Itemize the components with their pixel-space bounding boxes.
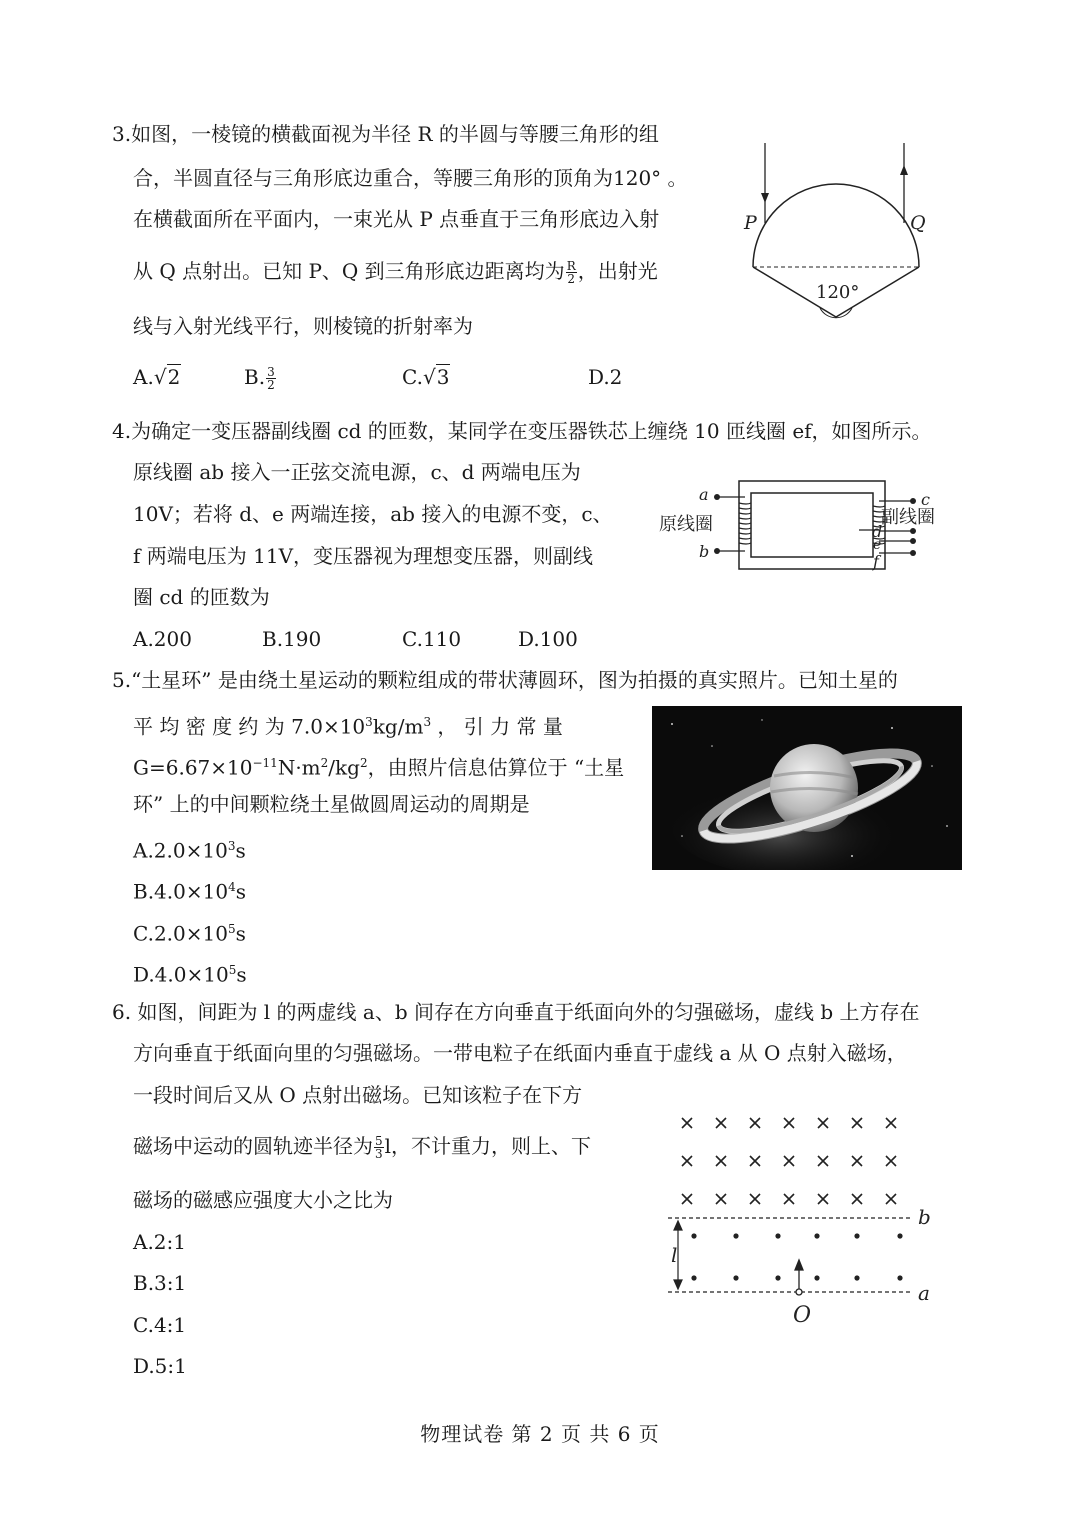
superscript: 4 — [228, 880, 236, 894]
prism-figure — [740, 135, 940, 335]
q3-option-c — [402, 364, 450, 390]
q3-line-4-tail: ，出射光 — [577, 259, 658, 283]
terminal-e — [910, 538, 916, 544]
q6-line-3: 一段时间后又从 O 点射出磁场。已知该粒子在下方 — [133, 1083, 583, 1107]
particle-velocity-arrow — [795, 1260, 803, 1295]
q3-line-2: 合，半圆直径与三角形底边重合，等腰三角形的顶角为120° 。 — [133, 166, 688, 190]
label-l: l — [671, 1243, 678, 1267]
label-a: a — [918, 1281, 930, 1305]
superscript: 3 — [227, 839, 236, 853]
q6-line-4 — [133, 1133, 591, 1160]
fraction-3-over-2 — [266, 366, 276, 391]
q3-option-b — [244, 364, 277, 391]
q5-line-3 — [133, 750, 624, 781]
text: A.2.0×10 — [133, 838, 228, 863]
text: 磁场中运动的圆轨迹半径为 — [133, 1134, 373, 1158]
q6-line-1: 6. 如图，间距为 l 的两虚线 a、b 间存在方向垂直于纸面向外的匀强磁场，虚线 b 上方存在 — [112, 1000, 920, 1024]
frac-numerator: 5 — [375, 1134, 383, 1148]
label-b: b — [918, 1205, 931, 1229]
primary-coil — [717, 497, 751, 551]
fraction-r-over-2 — [566, 260, 577, 285]
text: B.4.0×10 — [133, 879, 229, 904]
iron-core-outer — [739, 481, 885, 569]
fraction-5-over-3 — [374, 1135, 384, 1160]
field-into-page-crosses — [682, 1118, 896, 1204]
text: G=6.67×10 — [133, 755, 253, 780]
text: N·m — [277, 755, 321, 780]
label-p: P — [744, 212, 757, 234]
q6-option-c: C.4:1 — [133, 1313, 187, 1337]
text: kg/m — [372, 714, 424, 739]
text: 平 均 密 度 约 为 7.0×10 — [133, 714, 366, 739]
text: s — [236, 962, 247, 987]
q3-line-5: 线与入射光线平行，则棱镜的折射率为 — [133, 314, 473, 338]
frac-numerator: 3 — [267, 365, 275, 379]
superscript: 2 — [359, 756, 368, 770]
text: s — [235, 838, 246, 863]
text: l，不计重力，则上、下 — [384, 1134, 592, 1158]
text: ，由照片信息估算位于 “土星 — [367, 755, 625, 780]
q4-option-c: C.110 — [402, 627, 462, 651]
q5-option-a — [133, 833, 246, 864]
text: D.4.0×10 — [133, 962, 229, 987]
q3-line-4 — [133, 258, 658, 285]
option-label: C. — [402, 365, 423, 389]
label-a: a — [699, 485, 709, 504]
q5-line-4: 环” 上的中间颗粒绕土星做圆周运动的周期是 — [133, 792, 530, 816]
superscript: 5 — [228, 963, 237, 977]
q3-line-3: 在横截面所在平面内，一束光从 P 点垂直于三角形底边入射 — [133, 207, 660, 231]
q3-option-d: D.2 — [588, 365, 623, 389]
label-angle: 120° — [816, 282, 860, 303]
q4-option-d: D.100 — [518, 627, 578, 651]
superscript: 3 — [365, 715, 373, 729]
q5-line-1: 5.“土星环” 是由绕土星运动的颗粒组成的带状薄圆环，图为拍摄的真实照片。已知土星的 — [112, 668, 898, 692]
iron-core-inner — [751, 493, 873, 557]
frac-denominator: 2 — [567, 272, 576, 286]
q6-line-5: 磁场的磁感应强度大小之比为 — [133, 1188, 393, 1212]
label-q: Q — [910, 212, 926, 234]
terminal-d — [910, 528, 916, 534]
sqrt-symbol: √3 — [422, 365, 450, 389]
label-d: d — [872, 522, 883, 541]
q3-option-a — [133, 364, 181, 390]
q3-line-4-text: 从 Q 点射出。已知 P、Q 到三角形底边距离均为 — [133, 259, 565, 283]
q4-option-b: B.190 — [262, 627, 322, 651]
q4-line-3: 10V；若将 d、e 两端连接，ab 接入的电源不变，c、 — [133, 502, 613, 526]
q6-option-b: B.3:1 — [133, 1271, 187, 1295]
text: s — [235, 879, 246, 904]
label-e: e — [873, 537, 882, 553]
radicand: 2 — [167, 365, 181, 389]
q6-line-2: 方向垂直于纸面向里的匀强磁场。一带电粒子在纸面内垂直于虚线 a 从 O 点射入磁场， — [133, 1041, 907, 1065]
label-o: O — [793, 1303, 812, 1328]
q5-line-2 — [133, 709, 563, 740]
q4-line-5: 圈 cd 的匝数为 — [133, 585, 270, 609]
frac-numerator: R — [566, 259, 576, 273]
terminal-c — [910, 498, 916, 504]
saturn-photo — [652, 706, 962, 870]
text: s — [235, 921, 246, 946]
label-c: c — [921, 490, 930, 509]
sqrt-symbol: √2 — [153, 365, 181, 389]
terminal-b — [714, 548, 720, 554]
page-footer: 物理试卷 第 2 页 共 6 页 — [420, 1422, 660, 1446]
semicircle-arc — [753, 184, 919, 267]
transformer-figure — [655, 475, 985, 575]
label-secondary: 副线圈 — [881, 507, 935, 528]
superscript: 5 — [227, 922, 236, 936]
superscript: 3 — [423, 715, 432, 729]
q6-option-d: D.5:1 — [133, 1354, 187, 1378]
text: /kg — [328, 755, 360, 780]
text: ， 引 力 常 量 — [431, 714, 563, 739]
terminal-a — [714, 494, 720, 500]
q4-option-a: A.200 — [133, 627, 192, 651]
q5-option-b — [133, 874, 246, 905]
radicand: 3 — [436, 365, 450, 389]
label-b: b — [699, 542, 710, 561]
frac-denominator: 2 — [267, 378, 275, 392]
exit-arrow-icon — [900, 165, 908, 175]
field-out-of-page-dots — [691, 1233, 902, 1280]
magnetic-field-figure — [660, 1108, 950, 1333]
q5-option-c — [133, 916, 246, 947]
q4-line-1: 4.为确定一变压器副线圈 cd 的匝数，某同学在变压器铁芯上缠绕 10 匝线圈 ef，如图所示。 — [112, 419, 932, 443]
q4-line-4: f 两端电压为 11V，变压器视为理想变压器，则副线 — [133, 544, 594, 568]
label-f: f — [873, 552, 879, 571]
superscript: 2 — [320, 756, 329, 770]
terminal-f — [910, 550, 916, 556]
frac-denominator: 3 — [375, 1147, 383, 1161]
option-label: A. — [133, 365, 154, 389]
q5-option-d — [133, 957, 247, 988]
option-label: B. — [244, 365, 266, 389]
superscript: −11 — [252, 756, 278, 770]
text: C.2.0×10 — [133, 921, 228, 946]
incident-arrow-icon — [761, 193, 769, 203]
q3-line-1: 3.如图，一棱镜的横截面视为半径 R 的半圆与等腰三角形的组 — [112, 122, 659, 146]
q6-option-a: A.2:1 — [133, 1230, 186, 1254]
label-primary: 原线圈 — [659, 514, 713, 535]
q4-line-2: 原线圈 ab 接入一正弦交流电源，c、d 两端电压为 — [133, 460, 581, 484]
